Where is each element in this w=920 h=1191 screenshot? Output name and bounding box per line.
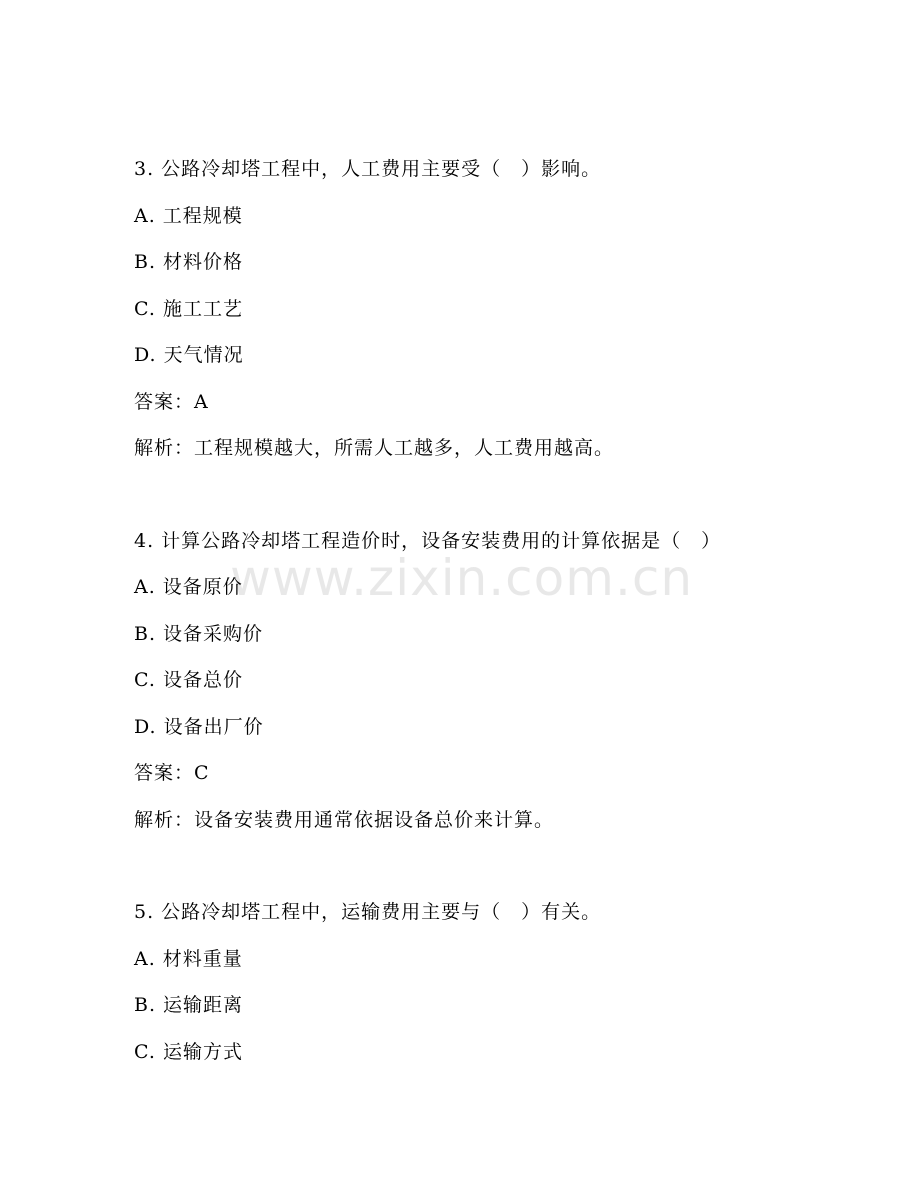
question-3-option-c: C. 施工工艺	[134, 298, 243, 320]
question-4-answer: 答案：C	[134, 762, 210, 784]
question-3-option-b: B. 材料价格	[134, 251, 244, 273]
question-5-stem: 5. 公路冷却塔工程中，运输费用主要与（ ）有关。	[134, 901, 602, 923]
question-4-option-a: A. 设备原价	[134, 576, 243, 598]
question-3-answer: 答案：A	[134, 391, 209, 413]
question-5-option-c: C. 运输方式	[134, 1041, 243, 1063]
question-3-option-d: D. 天气情况	[134, 344, 244, 366]
watermark: www.zixin.com.cn	[230, 549, 694, 607]
question-4-analysis: 解析：设备安装费用通常依据设备总价来计算。	[134, 809, 555, 831]
question-4-option-b: B. 设备采购价	[134, 623, 264, 645]
question-3-analysis: 解析：工程规模越大，所需人工越多，人工费用越高。	[134, 437, 615, 459]
question-5-option-a: A. 材料重量	[134, 948, 243, 970]
question-4-option-d: D. 设备出厂价	[134, 716, 264, 738]
question-4-stem: 4. 计算公路冷却塔工程造价时，设备安装费用的计算依据是（ ）	[134, 530, 722, 552]
question-3-option-a: A. 工程规模	[134, 205, 243, 227]
question-3-stem: 3. 公路冷却塔工程中，人工费用主要受（ ）影响。	[134, 158, 602, 180]
question-4-option-c: C. 设备总价	[134, 669, 243, 691]
question-5-option-b: B. 运输距离	[134, 994, 244, 1016]
